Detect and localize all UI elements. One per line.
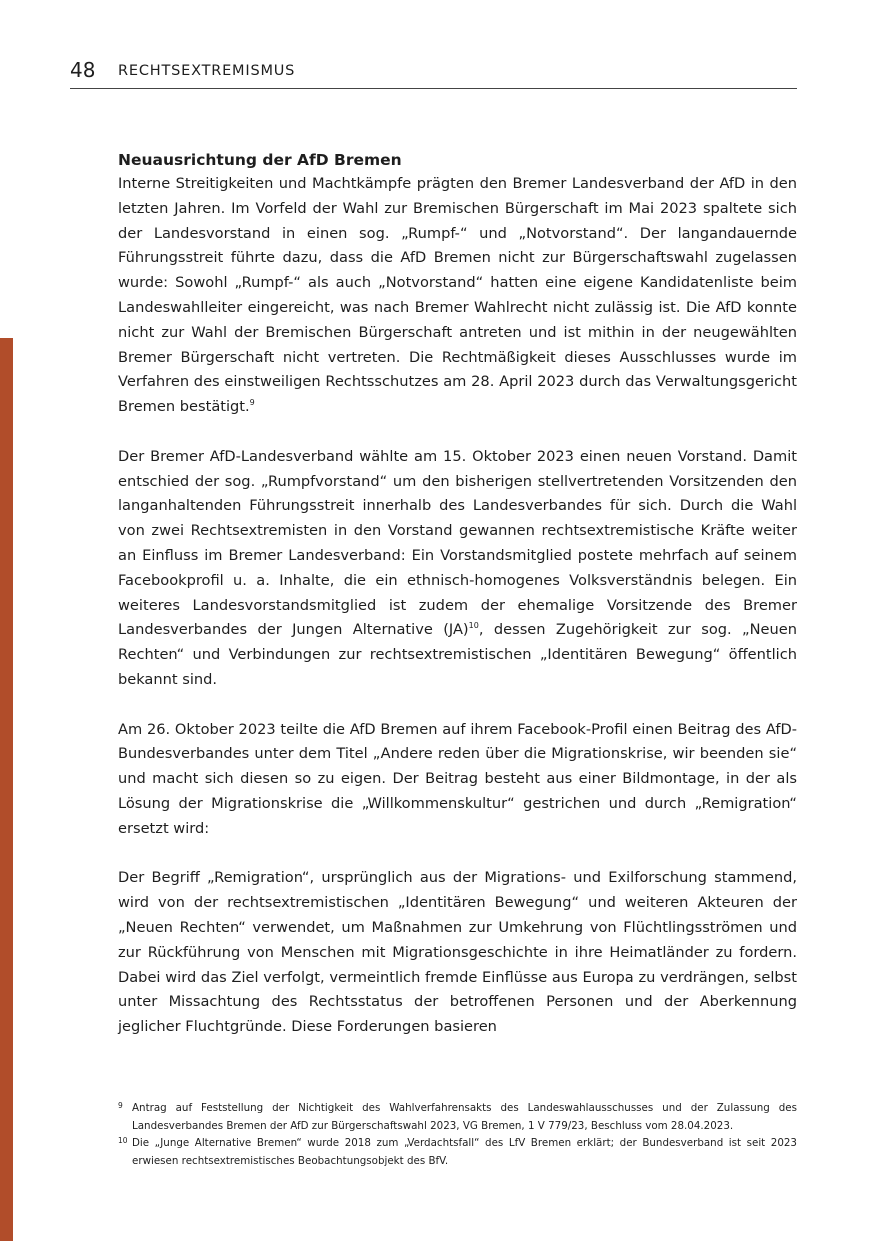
page-number: 48 [70,58,96,82]
paragraph-3-text: Am 26. Oktober 2023 teilte die AfD Bremen auf ihrem Facebook-Profil einen Beitrag des AfD-Bundesverbandes unter dem Titel „Andere reden über die Migrationskrise, wir beenden sie“ und macht sich diesen so zu eigen. Der Beitrag besteht aus einer Bildmontage, in der als Lösung der Migrationskrise die „Willkommenskultur“ gestrichen und durch „Remigration“ ersetzt wird: [118,720,797,837]
footnote-mark: 9 [118,1101,123,1110]
footnote-ref-9[interactable]: 9 [249,398,255,408]
paragraph-2-text-after: , dessen Zugehörigkeit zur sog. „Neuen Rechten“ und Verbindungen zur rechtsextremistischen „Identitären Bewegung“ öffentlich bekannt sind. [118,621,797,688]
footnotes [118,1100,797,1170]
footnote-mark: 10 [118,1136,128,1146]
footnote-ref-10[interactable]: 10 [468,621,479,631]
footnote-text: Die „Junge Alternative Bremen“ wurde 2018 zum „Verdachtsfall“ des LfV Bremen erklärt; der Bundesverband ist seit 2023 erwiesen rechtsextremistisches Beobachtungsobjekt des BfV. [132,1137,797,1167]
footnote-text: Antrag auf Feststellung der Nichtigkeit des Wahlverfahrensakts des Landeswahlausschusses und der Zulassung des Landesverbandes Bremen der AfD zur Bürgerschaftswahl 2023, VG Bremen, 1 V 779/23, Beschluss vom 28.04.2023. [132,1102,797,1132]
paragraph-4 [118,866,797,1040]
paragraph-2-text: Der Bremer AfD-Landesverband wählte am 15. Oktober 2023 einen neuen Vorstand. Damit entschied der sog. „Rumpfvorstand“ um den bisherigen stellvertretenden Vorsitzenden den langanhaltenden Führungsstreit innerhalb des Landesverbandes für sich. Durch die Wahl von zwei Rechtsextremisten in den Vorstand gewannen rechtsextremistische Kräfte weiter an Einfluss im Bremer Landesverband: Ein Vorstandsmitglied postete mehrfach auf seinem Facebookprofil u. a. Inhalte, die ein ethnisch-homogenes Volksverständnis belegen. Ein weiteres Landesvorstandsmitglied ist zudem der ehemalige Vorsitzende des Bremer Landesverbandes der Jungen Alternative (JA) [118,447,797,639]
paragraph-4-text: Der Begriff „Remigration“, ursprünglich aus der Migrations- und Exilforschung stammend, wird von der rechtsextremistischen „Identitären Bewegung“ und weiteren Akteuren der „Neuen Rechten“ verwendet, um Maßnahmen zur Umkehrung von Flüchtlingsströmen und zur Rückführung von Menschen mit Migrationsgeschichte in ihre Heimatländer zu fordern. Dabei wird das Ziel verfolgt, vermeintlich fremde Einflüsse aus Europa zu verdrängen, selbst unter Missachtung des Rechtsstatus der betroffenen Personen und der Aberkennung jeglicher Fluchtgründe. Diese Forderungen basieren [118,869,797,1036]
paragraph-2 [118,445,797,693]
main-content [118,148,797,1065]
section-heading: Neuausrichtung der AfD Bremen [118,151,402,169]
paragraph-1-text: Interne Streitigkeiten und Machtkämpfe prägten den Bremer Landesverband der AfD in den letzten Jahren. Im Vorfeld der Wahl zur Bremischen Bürgerschaft im Mai 2023 spaltete sich der Landesvorstand in einen sog. „Rumpf-“ und „Notvorstand“. Der langandauernde Führungsstreit führte dazu, dass die AfD Bremen nicht zur Bürgerschaftswahl zugelassen wurde: Sowohl „Rumpf-“ als auch „Notvorstand“ hatten eine eigene Kandidatenliste beim Landeswahlleiter eingereicht, was nach Bremer Wahlrecht nicht zulässig ist. Die AfD konnte nicht zur Wahl der Bremischen Bürgerschaft antreten und ist mithin in der neugewählten Bremer Bürgerschaft nicht vertreten. Die Rechtmäßigkeit dieses Ausschlusses wurde im Verfahren des einstweiligen Rechtsschutzes am 28. April 2023 durch das Verwaltungsgericht Bremen bestätigt. [118,175,797,416]
running-title: RECHTSEXTREMISMUS [118,63,296,79]
header-divider [70,88,797,89]
paragraph-3 [118,718,797,842]
chapter-color-bar [0,338,13,1241]
footnote-9 [118,1100,797,1135]
paragraph-1 [118,172,797,420]
footnote-10 [118,1135,797,1170]
